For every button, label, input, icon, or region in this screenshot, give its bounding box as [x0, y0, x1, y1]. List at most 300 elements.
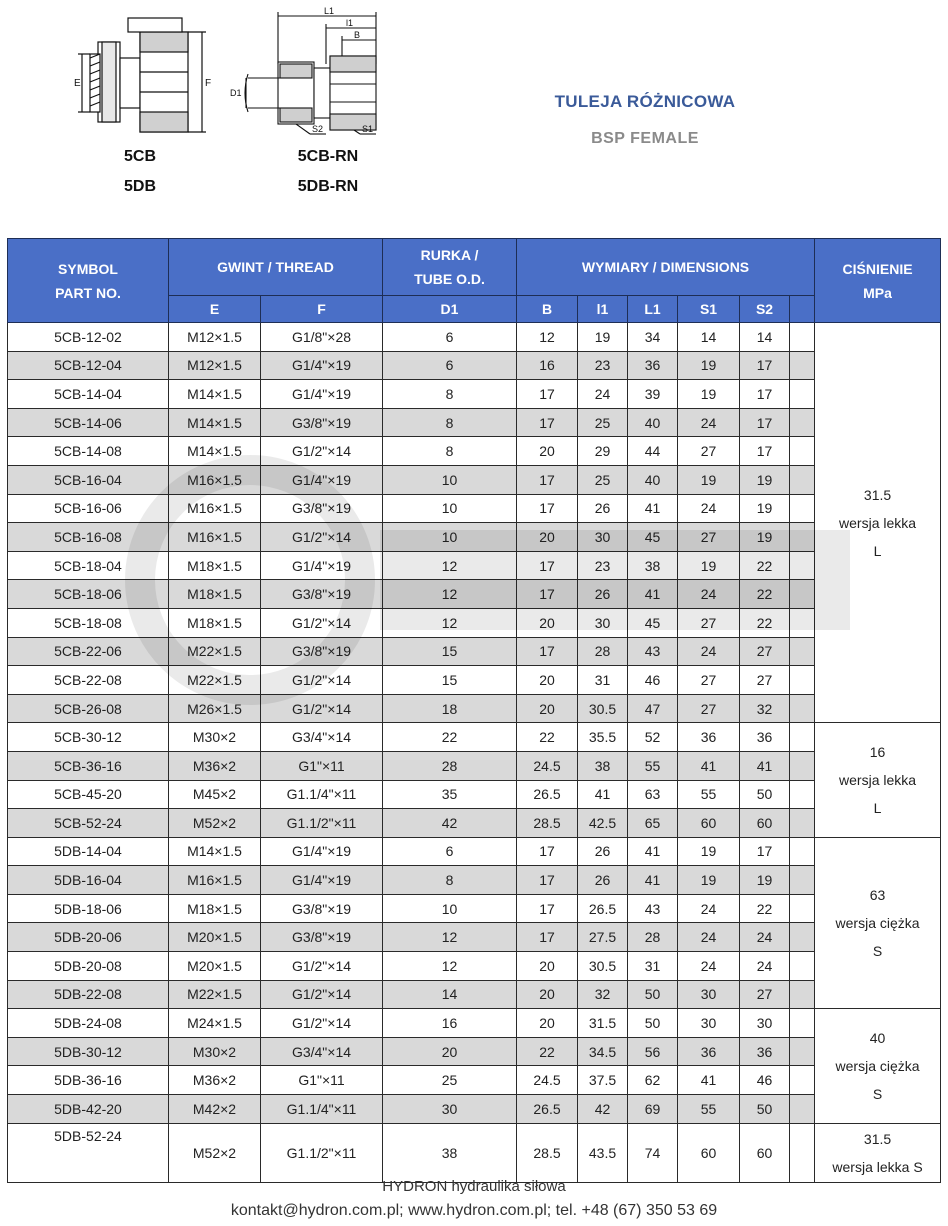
- cell-l1-upper: 41: [628, 580, 678, 609]
- cell-l1-lower: 42.5: [578, 809, 628, 838]
- cell-e: M20×1.5: [169, 952, 261, 981]
- cell-blank: [790, 637, 815, 666]
- cell-s1: 27: [678, 666, 740, 695]
- fitting-drawing-5cb: [68, 14, 218, 136]
- cell-blank: [790, 380, 815, 409]
- cell-l1-lower: 19: [578, 323, 628, 352]
- subheader-blank: [790, 296, 815, 323]
- cell-l1-upper: 63: [628, 780, 678, 809]
- cell-symbol: 5DB-20-08: [8, 952, 169, 981]
- subheader-d1: D1: [383, 296, 517, 323]
- cell-s1: 14: [678, 323, 740, 352]
- cell-s1: 19: [678, 465, 740, 494]
- cell-l1-lower: 25: [578, 408, 628, 437]
- cell-blank: [790, 608, 815, 637]
- header-pressure: CIŚNIENIE MPa: [815, 239, 941, 323]
- cell-f: G1/2"×14: [261, 523, 383, 552]
- cell-f: G1/2"×14: [261, 694, 383, 723]
- table-row: [8, 380, 941, 409]
- cell-s2: 36: [740, 723, 790, 752]
- cell-blank: [790, 666, 815, 695]
- table-row: [8, 494, 941, 523]
- spec-table: [7, 238, 941, 1183]
- cell-l1-lower: 42: [578, 1095, 628, 1124]
- cell-s2: 19: [740, 523, 790, 552]
- cell-e: M16×1.5: [169, 494, 261, 523]
- cell-l1-upper: 47: [628, 694, 678, 723]
- cell-b: 16: [517, 351, 578, 380]
- cell-blank: [790, 780, 815, 809]
- header-symbol: SYMBOL PART NO.: [8, 239, 169, 323]
- subheader-b: B: [517, 296, 578, 323]
- cell-f: G1/4"×19: [261, 351, 383, 380]
- cell-d1: 8: [383, 408, 517, 437]
- cell-symbol: 5DB-30-12: [8, 1037, 169, 1066]
- cell-blank: [790, 1009, 815, 1038]
- cell-l1-upper: 69: [628, 1095, 678, 1124]
- cell-e: M22×1.5: [169, 637, 261, 666]
- cell-f: G3/8"×19: [261, 894, 383, 923]
- cell-d1: 14: [383, 980, 517, 1009]
- table-row: [8, 580, 941, 609]
- cell-blank: [790, 809, 815, 838]
- cell-l1-lower: 30.5: [578, 952, 628, 981]
- cell-l1-upper: 36: [628, 351, 678, 380]
- cell-d1: 8: [383, 437, 517, 466]
- cell-s1: 27: [678, 694, 740, 723]
- cell-l1-upper: 41: [628, 866, 678, 895]
- table-row: [8, 323, 941, 352]
- cell-blank: [790, 894, 815, 923]
- cell-b: 28.5: [517, 1123, 578, 1182]
- cell-b: 17: [517, 894, 578, 923]
- cell-l1-upper: 34: [628, 323, 678, 352]
- cell-s1: 19: [678, 866, 740, 895]
- table-row: [8, 866, 941, 895]
- cell-b: 20: [517, 1009, 578, 1038]
- subheader-e: E: [169, 296, 261, 323]
- cell-e: M14×1.5: [169, 837, 261, 866]
- cell-l1-lower: 35.5: [578, 723, 628, 752]
- table-row: [8, 551, 941, 580]
- cell-blank: [790, 437, 815, 466]
- subheader-s2: S2: [740, 296, 790, 323]
- cell-symbol: 5CB-22-06: [8, 637, 169, 666]
- cell-l1-upper: 46: [628, 666, 678, 695]
- cell-d1: 10: [383, 894, 517, 923]
- cell-s1: 19: [678, 837, 740, 866]
- cell-s2: 24: [740, 923, 790, 952]
- cell-b: 24.5: [517, 751, 578, 780]
- page-footer: [0, 1176, 948, 1224]
- cell-symbol: 5DB-20-06: [8, 923, 169, 952]
- page-header: [0, 0, 948, 236]
- table-row: [8, 1066, 941, 1095]
- cell-e: M14×1.5: [169, 408, 261, 437]
- cell-blank: [790, 980, 815, 1009]
- pressure-line: wersja ciężka: [835, 1057, 920, 1074]
- dim-s1-label: S1: [362, 124, 374, 134]
- table-row: [8, 952, 941, 981]
- pressure-group-cell: [815, 837, 941, 1009]
- cell-f: G3/8"×19: [261, 637, 383, 666]
- cell-s1: 24: [678, 923, 740, 952]
- cell-blank: [790, 494, 815, 523]
- cell-s1: 27: [678, 437, 740, 466]
- cell-e: M20×1.5: [169, 923, 261, 952]
- cell-b: 17: [517, 465, 578, 494]
- table-row: [8, 1037, 941, 1066]
- cell-b: 20: [517, 980, 578, 1009]
- cell-f: G1.1/4"×11: [261, 1095, 383, 1124]
- cell-f: G1/8"×28: [261, 323, 383, 352]
- table-row: [8, 894, 941, 923]
- cell-blank: [790, 1123, 815, 1182]
- cell-b: 17: [517, 837, 578, 866]
- cell-symbol: 5CB-52-24: [8, 809, 169, 838]
- cell-f: G1/4"×19: [261, 866, 383, 895]
- cell-symbol: 5CB-16-06: [8, 494, 169, 523]
- cell-l1-lower: 26: [578, 494, 628, 523]
- cell-symbol: 5DB-42-20: [8, 1095, 169, 1124]
- model-label-5cb-rn: 5CB-RN: [297, 148, 359, 165]
- cell-l1-upper: 40: [628, 465, 678, 494]
- cell-s2: 17: [740, 837, 790, 866]
- cell-f: G1/2"×14: [261, 608, 383, 637]
- cell-b: 22: [517, 1037, 578, 1066]
- cell-s2: 60: [740, 809, 790, 838]
- cell-l1-upper: 40: [628, 408, 678, 437]
- table-row: [8, 980, 941, 1009]
- cell-l1-lower: 31: [578, 666, 628, 695]
- cell-e: M18×1.5: [169, 580, 261, 609]
- cell-s2: 22: [740, 608, 790, 637]
- cell-symbol: 5DB-22-08: [8, 980, 169, 1009]
- cell-l1-lower: 34.5: [578, 1037, 628, 1066]
- table-row: [8, 465, 941, 494]
- cell-d1: 15: [383, 637, 517, 666]
- cell-f: G3/4"×14: [261, 723, 383, 752]
- cell-d1: 20: [383, 1037, 517, 1066]
- cell-e: M12×1.5: [169, 323, 261, 352]
- table-row: [8, 723, 941, 752]
- cell-s1: 19: [678, 551, 740, 580]
- dim-f-label: F: [205, 78, 212, 89]
- cell-symbol: 5DB-18-06: [8, 894, 169, 923]
- cell-b: 20: [517, 694, 578, 723]
- cell-blank: [790, 580, 815, 609]
- cell-symbol: 5CB-18-04: [8, 551, 169, 580]
- table-row: [8, 1095, 941, 1124]
- cell-s1: 24: [678, 580, 740, 609]
- cell-blank: [790, 351, 815, 380]
- cell-e: M14×1.5: [169, 380, 261, 409]
- cell-l1-upper: 39: [628, 380, 678, 409]
- table-row: [8, 751, 941, 780]
- cell-s2: 17: [740, 437, 790, 466]
- table-row: [8, 780, 941, 809]
- cell-symbol: 5CB-22-08: [8, 666, 169, 695]
- cell-e: M24×1.5: [169, 1009, 261, 1038]
- footer-contact: kontakt@hydron.com.pl; www.hydron.com.pl; tel. +48 (67) 350 53 69: [230, 1202, 718, 1219]
- model-label-5db-rn: 5DB-RN: [297, 178, 359, 195]
- cell-l1-upper: 43: [628, 637, 678, 666]
- cell-e: M18×1.5: [169, 608, 261, 637]
- cell-symbol: 5CB-36-16: [8, 751, 169, 780]
- cell-f: G3/4"×14: [261, 1037, 383, 1066]
- cell-f: G3/8"×19: [261, 494, 383, 523]
- cell-l1-upper: 45: [628, 523, 678, 552]
- cell-b: 17: [517, 637, 578, 666]
- cell-blank: [790, 1066, 815, 1095]
- cell-blank: [790, 694, 815, 723]
- cell-f: G3/8"×19: [261, 408, 383, 437]
- pressure-line: S: [872, 942, 883, 959]
- cell-l1-upper: 65: [628, 809, 678, 838]
- cell-s1: 55: [678, 780, 740, 809]
- cell-s1: 60: [678, 809, 740, 838]
- cell-symbol: 5CB-16-08: [8, 523, 169, 552]
- pressure-line: 31.5: [863, 486, 892, 503]
- cell-f: G1/2"×14: [261, 980, 383, 1009]
- table-row: [8, 666, 941, 695]
- pressure-line: L: [873, 800, 882, 816]
- cell-blank: [790, 923, 815, 952]
- cell-blank: [790, 952, 815, 981]
- cell-d1: 12: [383, 608, 517, 637]
- cell-l1-upper: 52: [628, 723, 678, 752]
- cell-blank: [790, 551, 815, 580]
- header-thread: GWINT / THREAD: [169, 239, 383, 296]
- cell-d1: 42: [383, 809, 517, 838]
- cell-s2: 14: [740, 323, 790, 352]
- cell-s2: 22: [740, 580, 790, 609]
- cell-symbol: 5CB-12-02: [8, 323, 169, 352]
- cell-e: M52×2: [169, 1123, 261, 1182]
- cell-l1-upper: 38: [628, 551, 678, 580]
- cell-s1: 30: [678, 1009, 740, 1038]
- cell-l1-lower: 26.5: [578, 894, 628, 923]
- cell-symbol: 5DB-36-16: [8, 1066, 169, 1095]
- cell-f: G1.1/2"×11: [261, 1123, 383, 1182]
- cell-s2: 19: [740, 866, 790, 895]
- cell-l1-lower: 28: [578, 637, 628, 666]
- cell-symbol: 5DB-14-04: [8, 837, 169, 866]
- cell-l1-upper: 62: [628, 1066, 678, 1095]
- cell-d1: 25: [383, 1066, 517, 1095]
- table-row: [8, 837, 941, 866]
- cell-e: M12×1.5: [169, 351, 261, 380]
- table-row: [8, 523, 941, 552]
- cell-b: 12: [517, 323, 578, 352]
- cell-d1: 10: [383, 494, 517, 523]
- cell-f: G3/8"×19: [261, 923, 383, 952]
- cell-b: 20: [517, 666, 578, 695]
- cell-e: M22×1.5: [169, 666, 261, 695]
- cell-d1: 12: [383, 952, 517, 981]
- cell-d1: 8: [383, 380, 517, 409]
- table-row: [8, 637, 941, 666]
- cell-e: M26×1.5: [169, 694, 261, 723]
- cell-s2: 22: [740, 894, 790, 923]
- dim-b-label: B: [354, 30, 361, 40]
- cell-f: G1/2"×14: [261, 1009, 383, 1038]
- cell-symbol: 5CB-14-04: [8, 380, 169, 409]
- cell-s2: 30: [740, 1009, 790, 1038]
- cell-b: 20: [517, 437, 578, 466]
- cell-l1-lower: 43.5: [578, 1123, 628, 1182]
- cell-f: G1"×11: [261, 751, 383, 780]
- cell-symbol: 5CB-12-04: [8, 351, 169, 380]
- cell-s2: 27: [740, 980, 790, 1009]
- cell-b: 22: [517, 723, 578, 752]
- cell-d1: 8: [383, 866, 517, 895]
- cell-b: 17: [517, 866, 578, 895]
- cell-s1: 24: [678, 408, 740, 437]
- cell-symbol: 5DB-52-24: [8, 1123, 169, 1182]
- cell-b: 26.5: [517, 780, 578, 809]
- cell-s1: 24: [678, 637, 740, 666]
- cell-l1-lower: 29: [578, 437, 628, 466]
- cell-l1-upper: 31: [628, 952, 678, 981]
- cell-blank: [790, 1037, 815, 1066]
- cell-blank: [790, 465, 815, 494]
- header-dimensions: WYMIARY / DIMENSIONS: [517, 239, 815, 296]
- pressure-group-cell: [815, 723, 941, 837]
- cell-b: 17: [517, 580, 578, 609]
- cell-blank: [790, 723, 815, 752]
- cell-s1: 41: [678, 751, 740, 780]
- table-row: [8, 1009, 941, 1038]
- cell-symbol: 5CB-14-08: [8, 437, 169, 466]
- cell-l1-lower: 31.5: [578, 1009, 628, 1038]
- cell-l1-lower: 23: [578, 351, 628, 380]
- table-row: [8, 1123, 941, 1182]
- cell-e: M14×1.5: [169, 437, 261, 466]
- cell-l1-upper: 56: [628, 1037, 678, 1066]
- cell-e: M22×1.5: [169, 980, 261, 1009]
- table-row: [8, 923, 941, 952]
- table-row: [8, 408, 941, 437]
- cell-s1: 27: [678, 608, 740, 637]
- cell-s2: 19: [740, 494, 790, 523]
- cell-l1-upper: 74: [628, 1123, 678, 1182]
- cell-l1-upper: 55: [628, 751, 678, 780]
- pressure-line: wersja lekka S: [832, 1158, 923, 1175]
- cell-l1-upper: 45: [628, 608, 678, 637]
- cell-d1: 12: [383, 551, 517, 580]
- cell-symbol: 5CB-18-08: [8, 608, 169, 637]
- pressure-line: wersja lekka: [839, 772, 917, 788]
- cell-f: G1/2"×14: [261, 437, 383, 466]
- pressure-line: wersja ciężka: [835, 914, 920, 931]
- cell-l1-upper: 41: [628, 494, 678, 523]
- cell-b: 17: [517, 408, 578, 437]
- subheader-f: F: [261, 296, 383, 323]
- cell-blank: [790, 837, 815, 866]
- cell-f: G1.1/2"×11: [261, 809, 383, 838]
- cell-s2: 24: [740, 952, 790, 981]
- cell-b: 28.5: [517, 809, 578, 838]
- pressure-line: 31.5: [863, 1130, 892, 1147]
- cell-f: G1"×11: [261, 1066, 383, 1095]
- model-label-5cb: 5CB: [123, 148, 156, 165]
- cell-s2: 17: [740, 408, 790, 437]
- cell-b: 26.5: [517, 1095, 578, 1124]
- cell-l1-lower: 30: [578, 523, 628, 552]
- cell-b: 17: [517, 380, 578, 409]
- cell-l1-upper: 41: [628, 837, 678, 866]
- cell-b: 24.5: [517, 1066, 578, 1095]
- cell-s2: 22: [740, 551, 790, 580]
- table-row: [8, 437, 941, 466]
- cell-blank: [790, 408, 815, 437]
- cell-d1: 35: [383, 780, 517, 809]
- cell-s1: 24: [678, 894, 740, 923]
- cell-f: G1/2"×14: [261, 666, 383, 695]
- cell-e: M36×2: [169, 1066, 261, 1095]
- cell-f: G1/2"×14: [261, 952, 383, 981]
- pressure-line: 16: [869, 744, 886, 760]
- cell-s1: 60: [678, 1123, 740, 1182]
- dim-d1-label: D1: [230, 88, 242, 98]
- cell-f: G1.1/4"×11: [261, 780, 383, 809]
- subheader-l1-lower: l1: [578, 296, 628, 323]
- cell-l1-lower: 32: [578, 980, 628, 1009]
- dim-s2-label: S2: [312, 124, 324, 134]
- cell-d1: 12: [383, 580, 517, 609]
- pressure-group-cell: [815, 323, 941, 723]
- cell-f: G1/4"×19: [261, 380, 383, 409]
- cell-symbol: 5CB-18-06: [8, 580, 169, 609]
- cell-blank: [790, 751, 815, 780]
- cell-b: 17: [517, 551, 578, 580]
- table-row: [8, 809, 941, 838]
- cell-s1: 19: [678, 351, 740, 380]
- cell-e: M52×2: [169, 809, 261, 838]
- cell-d1: 6: [383, 323, 517, 352]
- header-tube: RURKA / TUBE O.D.: [383, 239, 517, 296]
- cell-l1-lower: 26: [578, 580, 628, 609]
- cell-e: M42×2: [169, 1095, 261, 1124]
- cell-l1-lower: 25: [578, 465, 628, 494]
- cell-s2: 27: [740, 637, 790, 666]
- spec-table-body: [8, 323, 941, 1183]
- cell-s1: 55: [678, 1095, 740, 1124]
- cell-d1: 16: [383, 1009, 517, 1038]
- cell-s2: 17: [740, 380, 790, 409]
- cell-s2: 32: [740, 694, 790, 723]
- cell-l1-lower: 24: [578, 380, 628, 409]
- cell-b: 17: [517, 494, 578, 523]
- cell-e: M16×1.5: [169, 465, 261, 494]
- dim-l1-upper-label: L1: [324, 6, 335, 16]
- cell-l1-lower: 27.5: [578, 923, 628, 952]
- pressure-line: S: [872, 1085, 883, 1102]
- cell-blank: [790, 323, 815, 352]
- cell-b: 17: [517, 923, 578, 952]
- table-row: [8, 351, 941, 380]
- cell-s2: 41: [740, 751, 790, 780]
- cell-symbol: 5CB-16-04: [8, 465, 169, 494]
- subheader-l1-upper: L1: [628, 296, 678, 323]
- cell-d1: 12: [383, 923, 517, 952]
- cell-blank: [790, 866, 815, 895]
- cell-blank: [790, 1095, 815, 1124]
- page-title: TULEJA RÓŻNICOWA: [554, 92, 736, 111]
- cell-blank: [790, 523, 815, 552]
- cell-b: 20: [517, 952, 578, 981]
